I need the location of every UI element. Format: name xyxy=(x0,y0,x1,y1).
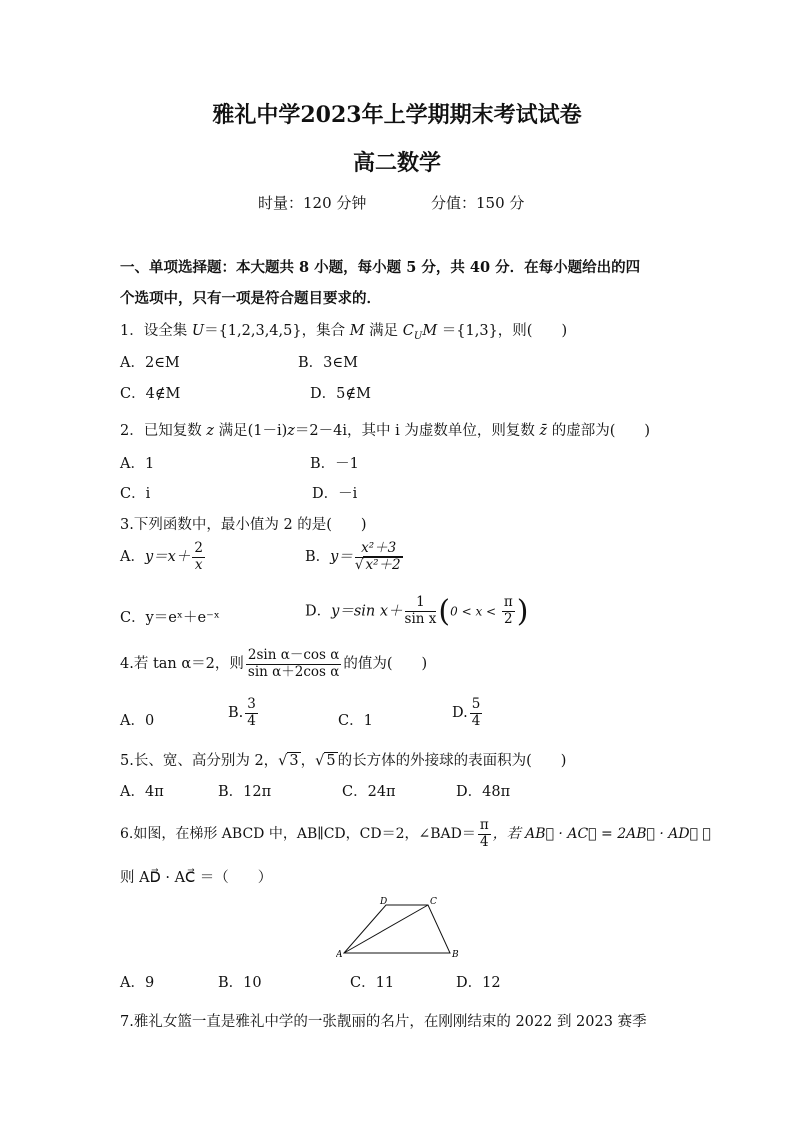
q3-a-num: 2 xyxy=(194,540,203,556)
q3-d-den: sin x xyxy=(404,611,437,627)
q4-option-d xyxy=(452,697,484,729)
q1-complement-sub: U xyxy=(413,330,423,342)
section-heading-line2: 个选项中，只有一项是符合题目要求的． xyxy=(120,290,381,307)
q4-d-den: 4 xyxy=(471,712,481,729)
q3-d-expr: y＝sin x＋ xyxy=(331,603,403,620)
q1-text: 满足 xyxy=(364,323,403,339)
q1-var-m: M xyxy=(349,323,365,339)
q3-d-cond-fraction xyxy=(502,595,515,627)
q3-d-label: D． xyxy=(305,603,332,620)
q6-option-d: D．12 xyxy=(456,975,501,991)
q3-option-c: C．y＝eˣ＋e⁻ˣ xyxy=(120,610,220,626)
q2-conjugate: z̄ xyxy=(539,423,548,439)
q6-option-a: A．9 xyxy=(120,975,155,991)
q2-stem xyxy=(120,419,650,440)
q5-comma: ， xyxy=(300,753,316,769)
q3-stem: 3.下列函数中，最小值为 2 的是( ) xyxy=(120,517,367,533)
q5-sqrt3-val: 3 xyxy=(289,753,299,769)
q1-stem-end: ＝{1,3}，则( ) xyxy=(437,323,568,339)
q5-option-b: B．12π xyxy=(218,784,272,800)
q6-stem-text: 6.如图，在梯形 ABCD 中，AB∥CD，CD＝2，∠BAD＝ xyxy=(120,826,476,843)
q1-option-c: C．4∉M xyxy=(120,386,181,402)
q3-d-num: 1 xyxy=(405,595,437,612)
q2-var-z: z xyxy=(206,423,214,439)
q4-b-num: 3 xyxy=(247,696,256,712)
q5-stem-end: 的长方体的外接球的表面积为( ) xyxy=(337,753,567,769)
section-heading-line1: 一、单项选择题：本大题共 8 小题，每小题 5 分，共 40 分．在每小题给出的四 xyxy=(120,259,641,276)
q2-option-d: D．－i xyxy=(312,486,358,502)
q6-angle-den: 4 xyxy=(480,833,489,850)
q1-option-b: B．3∈M xyxy=(298,355,358,371)
q1-option-a: A．2∈M xyxy=(120,355,180,371)
q7-stem: 7.雅礼女篮一直是雅礼中学的一张靓丽的名片，在刚刚结束的 2022 到 2023 赛季 xyxy=(120,1014,647,1030)
q4-b-label: B. xyxy=(228,705,244,722)
q2-option-a: A．1 xyxy=(120,456,155,472)
q1-stem xyxy=(120,319,567,342)
q3-b-expr: y＝ xyxy=(330,549,353,566)
q4-frac-num: 2sin α－cos α xyxy=(247,647,340,663)
q5-stem-text: 5.长、宽、高分别为 2， xyxy=(120,753,279,769)
q3-option-b xyxy=(305,541,405,573)
q3-a-den: x xyxy=(194,556,203,573)
q4-d-label: D. xyxy=(452,705,468,722)
q4-d-num: 5 xyxy=(471,696,481,712)
q6-stem xyxy=(120,818,711,850)
q1-stem-text: 1．设全集 xyxy=(120,323,192,339)
label-b: B xyxy=(452,950,459,960)
q4-b-fraction xyxy=(245,697,258,729)
q4-d-fraction xyxy=(470,697,483,729)
label-a: A xyxy=(336,950,343,960)
trapezoid-figure xyxy=(336,895,462,961)
exam-subtitle: 高二数学 xyxy=(352,150,441,176)
q2-stem-end: 的虚部为( ) xyxy=(547,423,651,439)
q2-stem-text: 2．已知复数 xyxy=(120,423,207,439)
q3-b-label: B． xyxy=(305,549,331,566)
q3-d-cond: 0 < x < xyxy=(450,604,500,619)
q4-stem-end: 的值为( ) xyxy=(343,656,428,673)
q1-complement: C xyxy=(402,323,414,339)
q3-d-paren-right: ) xyxy=(516,594,529,629)
q4-option-c: C．1 xyxy=(338,713,373,729)
q4-stem xyxy=(120,648,427,680)
q5-sqrt5: √ 5 xyxy=(315,753,336,769)
q3-b-den-wrap: √ x²＋2 xyxy=(354,556,401,573)
q3-d-fraction xyxy=(405,595,437,627)
q3-a-expr: y＝x＋ xyxy=(144,549,191,566)
diagonal-ac xyxy=(344,905,428,953)
q5-option-c: C．24π xyxy=(342,784,396,800)
q3-b-num: x²＋3 xyxy=(355,541,403,558)
q3-d-paren-left: ( xyxy=(438,594,451,629)
q3-b-den: x²＋2 xyxy=(365,556,401,573)
q3-a-label: A． xyxy=(120,549,145,566)
q5-option-a: A．4π xyxy=(120,784,164,800)
q6-option-c: C．11 xyxy=(350,975,395,991)
total-score: 分值：150 分 xyxy=(431,194,525,212)
q1-set: ＝{1,2,3,4,5}，集合 xyxy=(204,323,350,339)
q4-stem-text: 4.若 tan α＝2，则 xyxy=(120,656,244,673)
q3-option-d xyxy=(305,594,529,629)
q4-b-den: 4 xyxy=(247,712,256,729)
exam-title: 雅礼中学2023年上学期期末考试试卷 xyxy=(212,102,582,128)
trapezoid-outline xyxy=(344,905,450,953)
q1-var-m2: M xyxy=(422,323,438,339)
q1-option-d: D．5∉M xyxy=(310,386,371,402)
q3-a-fraction xyxy=(192,541,205,573)
q2-text2: ＝2－4i，其中 i 为虚数单位，则复数 xyxy=(294,423,540,439)
label-d: D xyxy=(380,897,388,907)
q2-option-c: C．i xyxy=(120,486,151,502)
q4-option-b xyxy=(228,697,260,729)
q2-var-z2: z xyxy=(287,423,295,439)
label-c: C xyxy=(430,897,437,907)
q3-b-fraction xyxy=(355,541,403,573)
q5-sqrt5-val: 5 xyxy=(326,753,336,769)
q2-option-b: B．－1 xyxy=(310,456,359,472)
q3-d-cond-den: 2 xyxy=(504,611,513,627)
q6-stem-line2: 则 AD⃗ · AC⃗ ＝（ ） xyxy=(120,870,273,886)
q3-d-cond-num: π xyxy=(503,594,513,611)
q2-text: 满足(1－i) xyxy=(213,423,288,439)
q1-var-u: U xyxy=(191,323,205,339)
q4-frac-den: sin α＋2cos α xyxy=(247,663,340,680)
q6-option-b: B．10 xyxy=(218,975,262,991)
time-limit: 时量：120 分钟 xyxy=(258,194,367,212)
q5-sqrt3: √ 3 xyxy=(278,753,299,769)
q6-angle-fraction xyxy=(478,818,491,850)
q5-option-d: D．48π xyxy=(456,784,511,800)
q4-fraction xyxy=(246,648,341,680)
q6-angle-num: π xyxy=(479,817,489,833)
q3-option-a xyxy=(120,541,207,573)
q5-stem xyxy=(120,749,566,770)
q6-stem-cond: ，若 AB⃗ · AC⃗ = 2AB⃗ · AD⃗ ， xyxy=(492,826,711,843)
q4-option-a: A．0 xyxy=(120,713,155,729)
